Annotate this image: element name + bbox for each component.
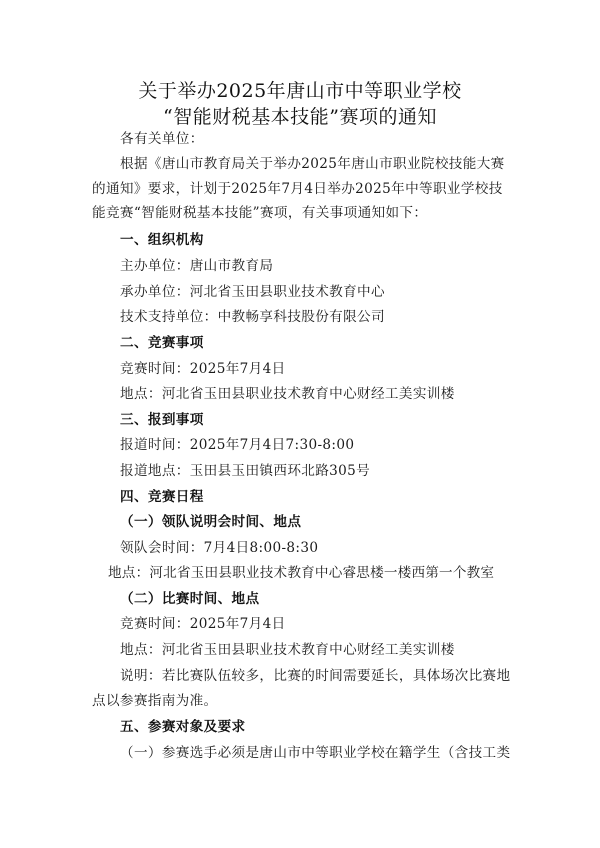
organizer-line: 主办单位：唐山市教育局: [120, 258, 274, 274]
sub-heading-competition-time: （二）比赛时间、地点: [120, 591, 260, 607]
intro-line-2: 的通知》要求，计划于2025年7月4日举办2025年中等职业学校技: [92, 181, 503, 197]
section-heading-organization: 一、组织机构: [120, 232, 204, 248]
host-line: 承办单位：河北省玉田县职业技术教育中心: [120, 284, 385, 300]
document-title-line2: “智能财税基本技能”赛项的通知: [163, 106, 437, 128]
section-heading-participants: 五、参赛对象及要求: [120, 719, 246, 735]
document-title-line1: 关于举办2025年唐山市中等职业学校: [138, 80, 462, 102]
salutation: 各有关单位：: [120, 131, 204, 147]
registration-time-line: 报道时间：2025年7月4日7:30-8:00: [120, 437, 355, 453]
note-line-1: 说明：若比赛队伍较多，比赛的时间需要延长，具体场次比赛地: [120, 668, 511, 684]
competition-place-line-2: 地点：河北省玉田县职业技术教育中心财经工美实训楼: [120, 642, 455, 658]
intro-line-3: 能竞赛“智能财税基本技能”赛项，有关事项通知如下：: [92, 205, 428, 221]
intro-line-1: 根据《唐山市教育局关于举办2025年唐山市职业院校技能大赛: [120, 156, 505, 172]
leader-meeting-place-line: 地点：河北省玉田县职业技术教育中心睿思楼一楼西第一个教室: [108, 565, 495, 581]
competition-time-line: 竞赛时间：2025年7月4日: [120, 361, 286, 377]
tech-support-line: 技术支持单位：中教畅享科技股份有限公司: [120, 309, 385, 325]
section-heading-schedule: 四、竞赛日程: [120, 489, 204, 505]
section-heading-registration: 三、报到事项: [120, 412, 204, 428]
note-line-2: 点以参赛指南为准。: [92, 693, 218, 709]
registration-place-line: 报道地点：玉田县玉田镇西环北路305号: [120, 463, 371, 479]
competition-place-line: 地点：河北省玉田县职业技术教育中心财经工美实训楼: [120, 386, 455, 402]
leader-meeting-time-line: 领队会时间：7月4日8:00-8:30: [120, 540, 319, 556]
competition-time-line-2: 竞赛时间：2025年7月4日: [120, 616, 286, 632]
sub-heading-leader-meeting: （一）领队说明会时间、地点: [120, 514, 302, 530]
section-heading-competition: 二、竞赛事项: [120, 335, 204, 351]
participants-item-1: （一）参赛选手必须是唐山市中等职业学校在籍学生（含技工类: [120, 745, 511, 761]
